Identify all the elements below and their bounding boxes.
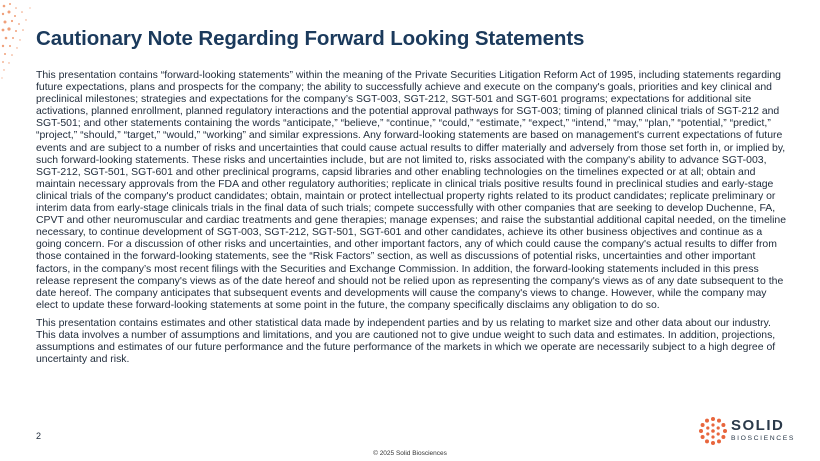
disclaimer-body [36, 70, 788, 372]
slide-title: Cautionary Note Regarding Forward Looking Statements [36, 27, 585, 50]
page-number: 2 [36, 431, 42, 441]
logo-wordmark: SOLID [731, 417, 785, 434]
logo-mark-icon [698, 416, 728, 446]
copyright-footer: © 2025 Solid Biosciences [373, 450, 447, 457]
logo-subtitle: BIOSCIENCES [731, 435, 796, 442]
company-logo [698, 414, 802, 448]
forward-looking-paragraph: This presentation contains “forward-looking statements” within the meaning of the Private Securities Litigation Reform Act of 1995, including statements regarding future expectations, plans and prospects for the company; the ability to successfully achieve and execute on the company's goals, priorities and key clinical and preclinical milestones; strategies and expectations for the company’s SGT-003, SGT-212, SGT-501 and SGT-601 programs; expectations for additional site activations, planned enrollment, planned regulatory interactions and the potential approval pathways for SGT-003; timing of planned clinical trials of SGT-212 and SGT-501; and other statements containing the words “anticipate,” “believe,” “continue,” “could,” “estimate,” “expect,” “intend,” “may,” “plan,” “potential,” “predict,” “project,” “should,” “target,” “would,” “working” and similar expressions. Any forward-looking statements are based on management's current expectations of future events and are subject to a number of risks and uncertainties that could cause actual results to differ materially and adversely from those set forth in, or implied by, such forward-looking statements. These risks and uncertainties include, but are not limited to, risks associated with the company's ability to advance SGT-003, SGT-212, SGT-501, SGT-601 and other preclinical programs, capsid libraries and other enabling technologies on the timelines expected or at all; obtain and maintain necessary approvals from the FDA and other regulatory authorities; replicate in clinical trials positive results found in preclinical studies and early-stage clinical trials of the company's product candidates; obtain, maintain or protect intellectual property rights related to its product candidates; replicate preliminary or interim data from early-stage clinicals trials in the final data of such trials; compete successfully with other companies that are seeking to develop Duchenne, FA, CPVT and other neuromuscular and cardiac treatments and gene therapies; manage expenses; and raise the substantial additional capital needed, on the timeline necessary, to continue development of SGT-003, SGT-212, SGT-501, SGT-601 and other candidates, achieve its other business objectives and continue as a going concern. For a discussion of other risks and uncertainties, and other important factors, any of which could cause the company's actual results to differ from those contained in the forward-looking statements, see the “Risk Factors” section, as well as discussions of potential risks, uncertainties and other important factors, in the company’s most recent filings with the Securities and Exchange Commission. In addition, the forward-looking statements included in this press release represent the company's views as of the date hereof and should not be relied upon as representing the company's views as of any date subsequent to the date hereof. The company anticipates that subsequent events and developments will cause the company's views to change. However, while the company may elect to update these forward-looking statements at some point in the future, the company specifically disclaims any obligation to do so. [36, 70, 787, 311]
statistical-data-paragraph: This presentation contains estimates and other statistical data made by independent parties and by us relating to market size and other data about our industry. This data involves a number of assumptions and limitations, and you are cautioned not to give undue weight to such data and estimates. In addition, projections, assumptions and estimates of our future performance and the future performance of the markets in which we operate are necessarily subject to a high degree of uncertainty and risk. [36, 317, 776, 366]
